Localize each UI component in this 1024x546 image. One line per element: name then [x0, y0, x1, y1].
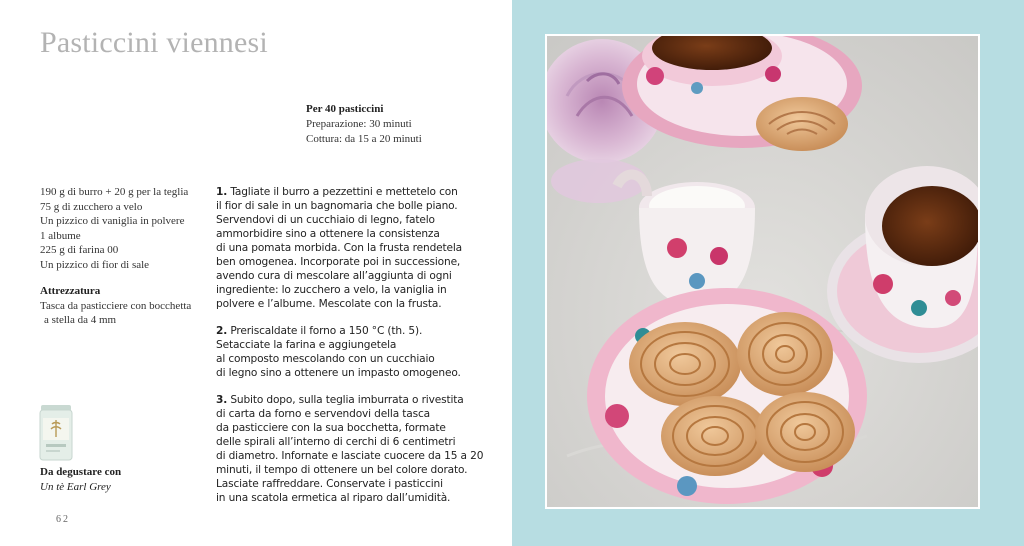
step-text: Subito dopo, sulla teglia imburrata o rivestita	[230, 394, 464, 406]
ingredient: Un pizzico di fior di sale	[40, 258, 150, 271]
step-line	[216, 185, 483, 199]
step-line: ben omogenea. Incorporate poi in successione,	[216, 256, 461, 268]
step-line: di una pomata morbida. Con la frusta rendetela	[216, 242, 463, 254]
prep-time: Preparazione: 30 minuti	[306, 118, 412, 130]
step-line: ammorbidire sino a ottenere la consistenza	[216, 228, 440, 240]
step-line: minuti, il tempo di ottenere un bel colore dorato.	[216, 464, 468, 476]
step-line: di legno sino a ottenere un impasto omogeneo.	[216, 367, 461, 379]
step-line: da pasticciere con la sua bocchetta, formate	[216, 422, 446, 434]
pairing-tea: Un tè Earl Grey	[40, 480, 111, 493]
cook-time: Cottura: da 15 a 20 minuti	[306, 133, 422, 145]
recipe-title: Pasticcini viennesi	[40, 26, 268, 59]
step-text: Tagliate il burro a pezzettini e mettetelo con	[230, 186, 458, 198]
step-line: il fior di sale in un bagnomaria che bolle piano.	[216, 200, 458, 212]
ingredient-list	[40, 185, 188, 273]
step-line	[216, 324, 483, 338]
step-number: 1.	[216, 186, 228, 198]
tea-and-cookies-photo	[545, 34, 980, 509]
step-line: di carta da forno e servendovi della tasca	[216, 408, 430, 420]
ingredient: 75 g di zucchero a velo	[40, 200, 143, 213]
step-number: 2.	[216, 325, 228, 337]
step-line: Servendovi di un cucchiaio di legno, fatelo	[216, 214, 435, 226]
tea-tin-icon	[38, 404, 74, 462]
step-line: di diametro. Infornate e lasciate cuocere da 15 a 20	[216, 450, 484, 462]
step-line: al composto mescolando con un cucchiaio	[216, 353, 435, 365]
ingredient: Un pizzico di vaniglia in polvere	[40, 215, 185, 228]
pairing-block	[40, 465, 121, 494]
ingredient: 225 g di farina 00	[40, 244, 119, 257]
equipment-line: Tasca da pasticciere con bocchetta	[40, 299, 192, 312]
ingredient: 1 albume	[40, 229, 81, 242]
page-number: 62	[56, 514, 70, 525]
step-line	[216, 393, 483, 407]
method-steps	[216, 185, 483, 518]
step-line: Lasciate raffreddare. Conservate i pasticcini	[216, 478, 443, 490]
step-3	[216, 393, 483, 505]
step-text: Preriscaldate il forno a 150 °C (th. 5).	[230, 325, 423, 337]
step-line: avendo cura di mescolare all’aggiunta di ogni	[216, 270, 452, 282]
step-2	[216, 324, 483, 380]
step-line: polvere e l’albume. Mescolate con la frusta.	[216, 298, 442, 310]
equipment-line: a stella da 4 mm	[44, 314, 117, 327]
step-1	[216, 185, 483, 311]
equipment-heading: Attrezzatura	[40, 285, 101, 297]
pairing-heading: Da degustare con	[40, 466, 122, 478]
servings: Per 40 pasticcini	[306, 103, 384, 115]
ingredient: 190 g di burro + 20 g per la teglia	[40, 186, 189, 198]
step-line: in una scatola ermetica al riparo dall’umidità.	[216, 492, 451, 504]
yield-block	[306, 102, 422, 147]
equipment-block	[40, 284, 191, 328]
step-number: 3.	[216, 394, 228, 406]
step-line: delle spirali all’interno di cerchi di 6 centimetri	[216, 436, 456, 448]
step-line: Setacciate la farina e aggiungetela	[216, 339, 397, 351]
step-line: ingrediente: lo zucchero a velo, la vaniglia in	[216, 284, 447, 296]
